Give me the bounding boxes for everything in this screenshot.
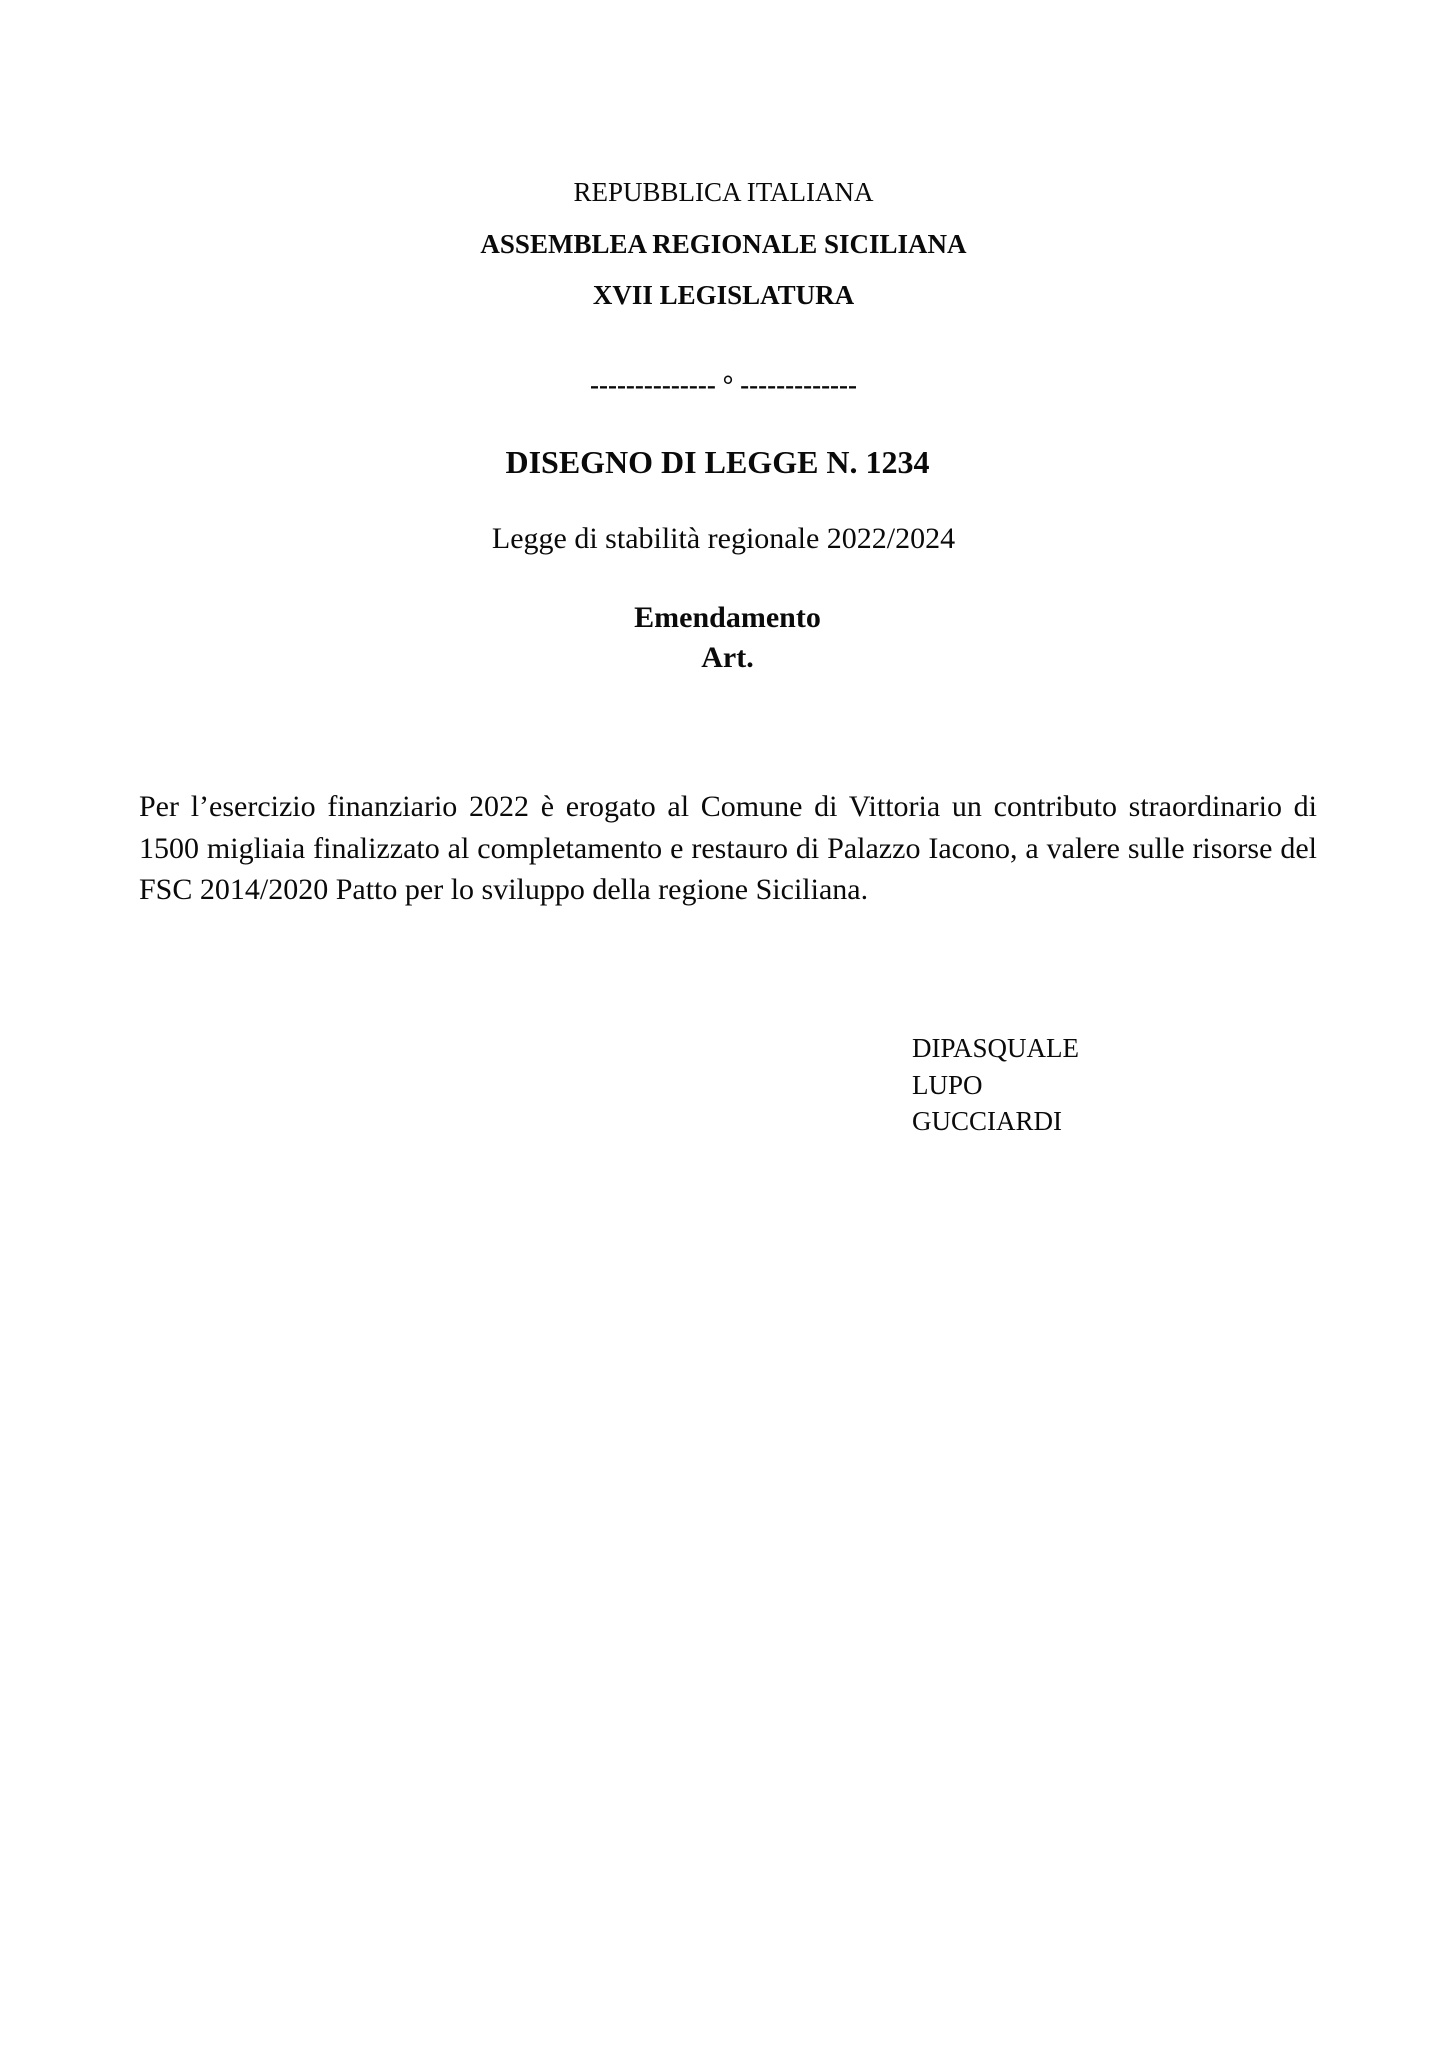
bill-subtitle: Legge di stabilità regionale 2022/2024 — [491, 522, 956, 555]
signatories-block — [912, 1030, 1079, 1140]
header-legislature: XVII LEGISLATURA — [592, 280, 855, 310]
header-assembly: ASSEMBLEA REGIONALE SICILIANA — [480, 229, 967, 259]
amendment-label: Emendamento — [634, 601, 821, 634]
amendment-body-text: Per l’esercizio finanziario 2022 è erogato al Comune di Vittoria un contributo straordinario di 1500 migliaia finalizzato al completamento e restauro di Palazzo Iacono, a valere sulle risorse del FSC 2014/2020 Patto per lo sviluppo della regione Siciliana. — [139, 790, 1317, 906]
bill-title: DISEGNO DI LEGGE N. 1234 — [505, 444, 930, 480]
signatory-name: GUCCIARDI — [912, 1106, 1063, 1136]
header-separator: -------------- ° ------------- — [589, 370, 858, 400]
header-republic: REPUBBLICA ITALIANA — [573, 177, 874, 207]
signatory-name: DIPASQUALE — [912, 1033, 1080, 1063]
signatory-name: LUPO — [912, 1069, 983, 1100]
article-label: Art. — [701, 641, 754, 674]
